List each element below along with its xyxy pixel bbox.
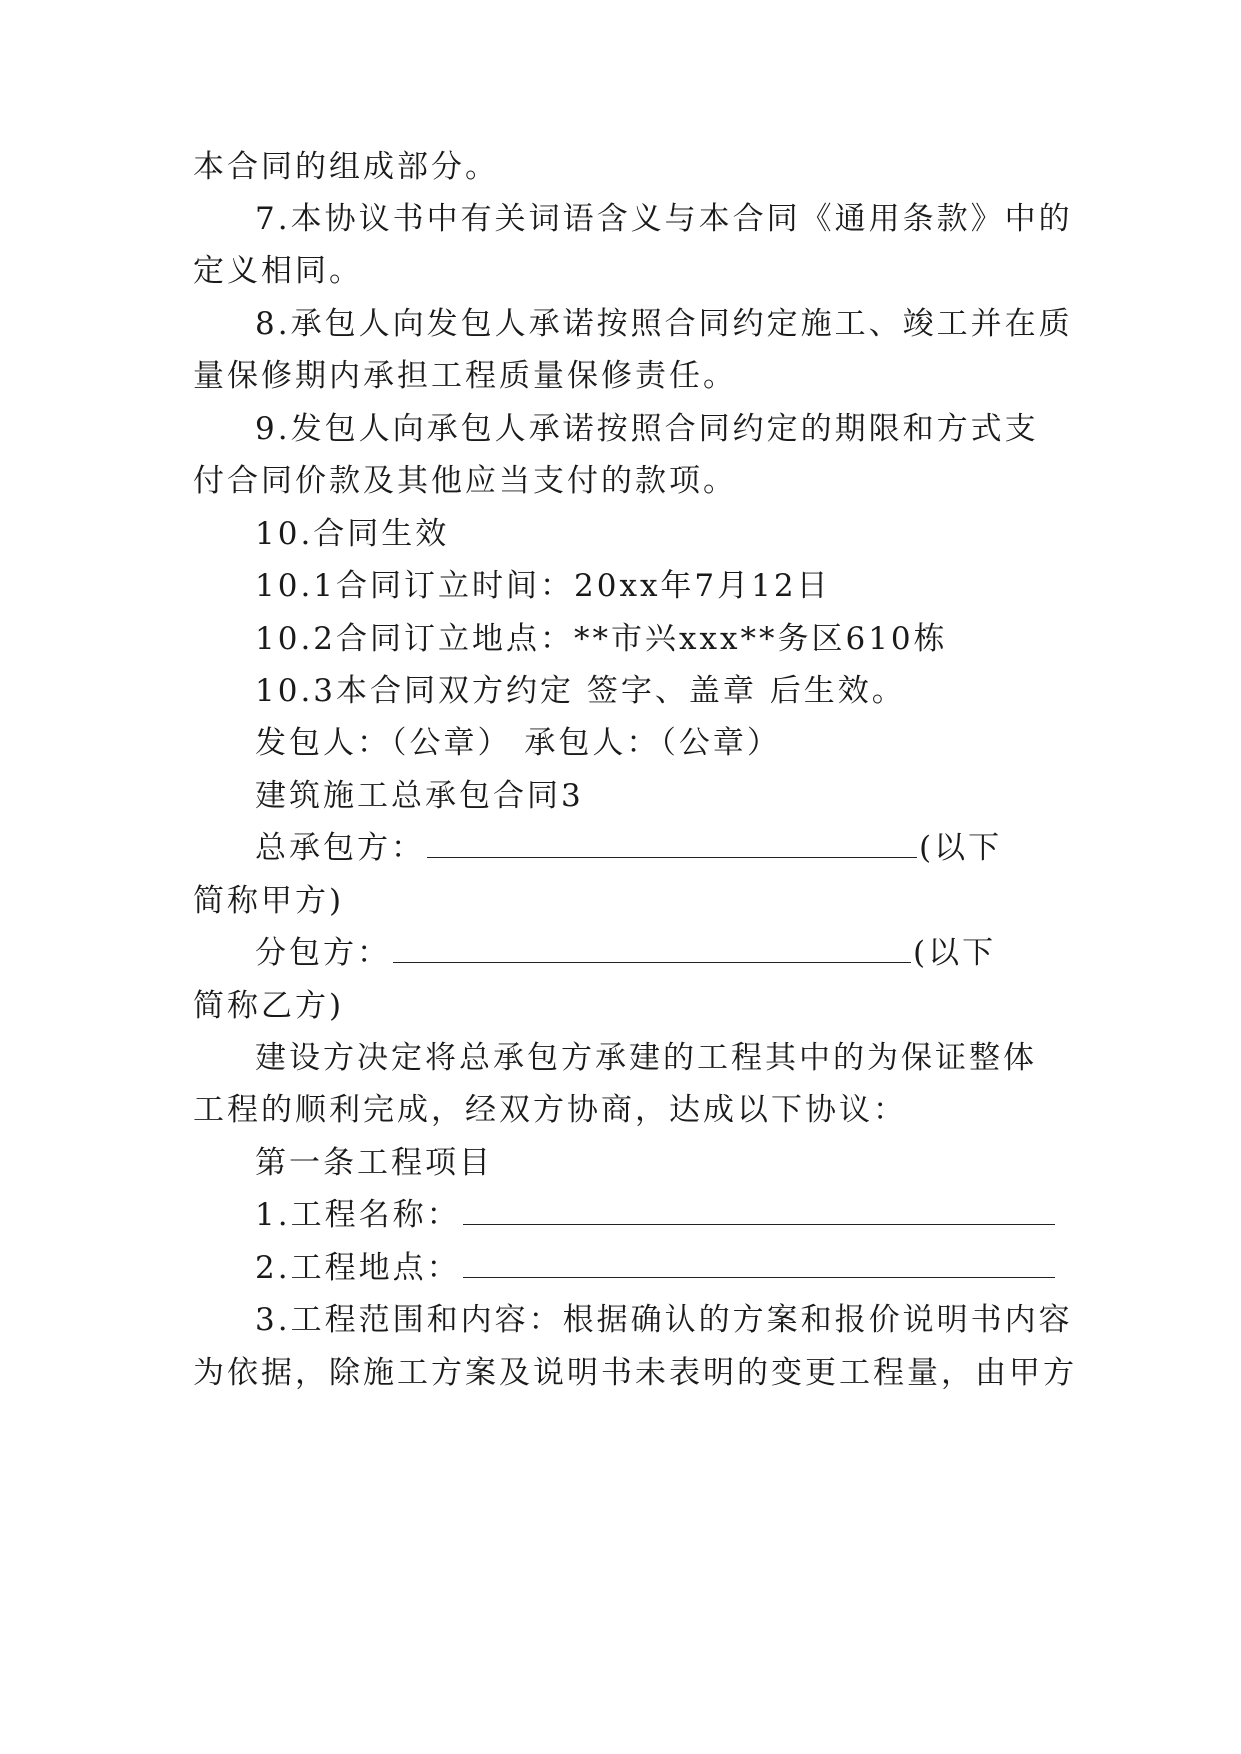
subcontractor-label: 分包方： (255, 935, 391, 971)
intro-line-1: 建设方决定将总承包方承建的工程其中的为保证整体 (255, 1040, 1037, 1076)
paragraph-line: 本合同的组成部分。 (193, 149, 499, 185)
subcontractor-suffix: (以下 (913, 935, 997, 971)
clause-7-line-1: 7.本协议书中有关词语含义与本合同《通用条款》中的 (255, 201, 1073, 237)
clause-10-1: 10.1合同订立时间：20xx年7月12日 (255, 568, 831, 604)
project-name-line (255, 1195, 1115, 1235)
section-title: 建筑施工总承包合同3 (255, 778, 584, 814)
clause-10-2: 10.2合同订立地点：**市兴xxx**务区610栋 (255, 621, 948, 657)
project-name-blank (463, 1198, 1055, 1225)
project-name-label: 1.工程名称： (255, 1197, 461, 1233)
clause-10-3: 10.3本合同双方约定 签字、盖章 后生效。 (255, 673, 906, 709)
subcontractor-line (255, 933, 1115, 973)
scope-line-1: 3.工程范围和内容：根据确认的方案和报价说明书内容 (255, 1302, 1073, 1338)
clause-9-line-1: 9.发包人向承包人承诺按照合同约定的期限和方式支 (255, 411, 1039, 447)
general-contractor-label: 总承包方： (255, 830, 425, 866)
project-location-line (255, 1248, 1115, 1288)
clause-8-line-1: 8.承包人向发包人承诺按照合同约定施工、竣工并在质 (255, 306, 1073, 342)
signature-line: 发包人：（公章） 承包人：（公章） (255, 725, 781, 761)
project-location-blank (463, 1251, 1055, 1278)
clause-7-line-2: 定义相同。 (193, 253, 363, 289)
article-1-title: 第一条工程项目 (255, 1145, 493, 1181)
general-contractor-blank (427, 831, 917, 858)
subcontractor-continuation: 简称乙方) (193, 988, 345, 1024)
subcontractor-blank (393, 936, 911, 963)
general-contractor-line (255, 828, 1115, 868)
general-contractor-suffix: (以下 (919, 830, 1003, 866)
clause-8-line-2: 量保修期内承担工程质量保修责任。 (193, 358, 737, 394)
intro-line-2: 工程的顺利完成，经双方协商，达成以下协议： (193, 1092, 907, 1128)
clause-10-title: 10.合同生效 (255, 516, 450, 552)
scope-line-2: 为依据，除施工方案及说明书未表明的变更工程量，由甲方 (193, 1355, 1077, 1391)
general-contractor-continuation: 简称甲方) (193, 883, 345, 919)
project-location-label: 2.工程地点： (255, 1250, 461, 1286)
clause-9-line-2: 付合同价款及其他应当支付的款项。 (193, 463, 737, 499)
